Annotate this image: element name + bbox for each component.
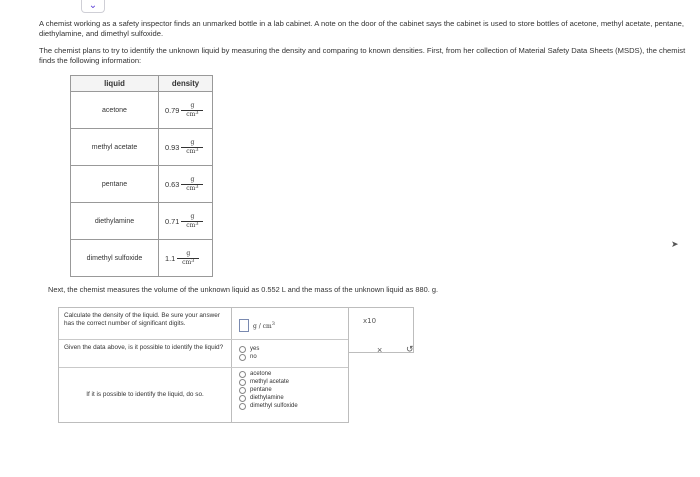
radio-diethylamine[interactable]: diethylamine — [239, 394, 298, 402]
radio-pentane[interactable]: pentane — [239, 386, 298, 394]
intro-paragraph-2: The chemist plans to try to identify the unknown liquid by measuring the density and comparing to known densities. First, from her collection of Material Safety Data Sheets (MSDS), the chemist finds the following information: — [39, 46, 686, 65]
density-value: 0.63 — [165, 179, 180, 189]
liquid-name: acetone — [71, 92, 159, 129]
density-value: 0.71 — [165, 216, 180, 226]
clear-button[interactable]: × — [377, 345, 383, 355]
table-row — [71, 240, 213, 277]
density-unit: $\frac{g}{cm^3}$ — [181, 176, 203, 193]
density-value: 0.93 — [165, 142, 180, 152]
table-row — [71, 129, 213, 166]
density-unit: $\frac{g}{cm^3}$ — [177, 250, 199, 267]
density-value: 1.1 — [165, 253, 176, 263]
cursor-icon: ➤ — [671, 239, 679, 249]
liquid-name: pentane — [71, 166, 159, 203]
density-answer-input[interactable] — [239, 319, 249, 332]
radio-no[interactable]: no — [239, 353, 259, 361]
table-row — [71, 92, 213, 129]
undo-icon[interactable]: ↺ — [406, 344, 414, 354]
header-liquid: liquid — [71, 76, 159, 92]
radio-dimethyl-sulfoxide[interactable]: dimethyl sulfoxide — [239, 402, 298, 410]
density-unit: $\frac{g}{cm^3}$ — [181, 139, 203, 156]
header-density: density — [159, 76, 213, 92]
liquid-name: dimethyl sulfoxide — [71, 240, 159, 277]
scientific-notation-button[interactable]: x10 — [363, 317, 377, 325]
radio-methyl-acetate[interactable]: methyl acetate — [239, 378, 298, 386]
density-answer-unit: g / $cm^3$ — [253, 321, 275, 330]
density-table — [70, 75, 213, 277]
question-which-liquid: If it is possible to identify the liquid, do so. — [86, 391, 204, 399]
density-unit: $\frac{g}{cm^3}$ — [181, 213, 203, 230]
collapse-chevron[interactable] — [81, 0, 105, 13]
table-row — [71, 203, 213, 240]
radio-acetone[interactable]: acetone — [239, 370, 298, 378]
question-density: Calculate the density of the liquid. Be sure your answer has the correct number of significant digits. — [59, 308, 231, 340]
measurement-text: Next, the chemist measures the volume of the unknown liquid as 0.552 L and the mass of the unknown liquid as 880. g. — [48, 285, 439, 294]
liquid-name: methyl acetate — [71, 129, 159, 166]
answers-panel — [231, 307, 349, 423]
radio-yes[interactable]: yes — [239, 345, 259, 353]
table-row — [71, 166, 213, 203]
density-unit: $\frac{g}{cm^3}$ — [181, 102, 203, 119]
chevron-down-icon: ⌄ — [88, 0, 98, 11]
question-identify: Given the data above, is it possible to identify the liquid? — [59, 340, 231, 368]
liquid-name: diethylamine — [71, 203, 159, 240]
answer-tools-panel — [348, 307, 414, 353]
questions-panel — [58, 307, 232, 423]
density-value: 0.79 — [165, 105, 180, 115]
intro-paragraph-1: A chemist working as a safety inspector finds an unmarked bottle in a lab cabinet. A note on the door of the cabinet says the cabinet is used to store bottles of acetone, methyl acetate, pentane, diethylamine, and dimethyl sulfoxide. — [39, 19, 685, 38]
